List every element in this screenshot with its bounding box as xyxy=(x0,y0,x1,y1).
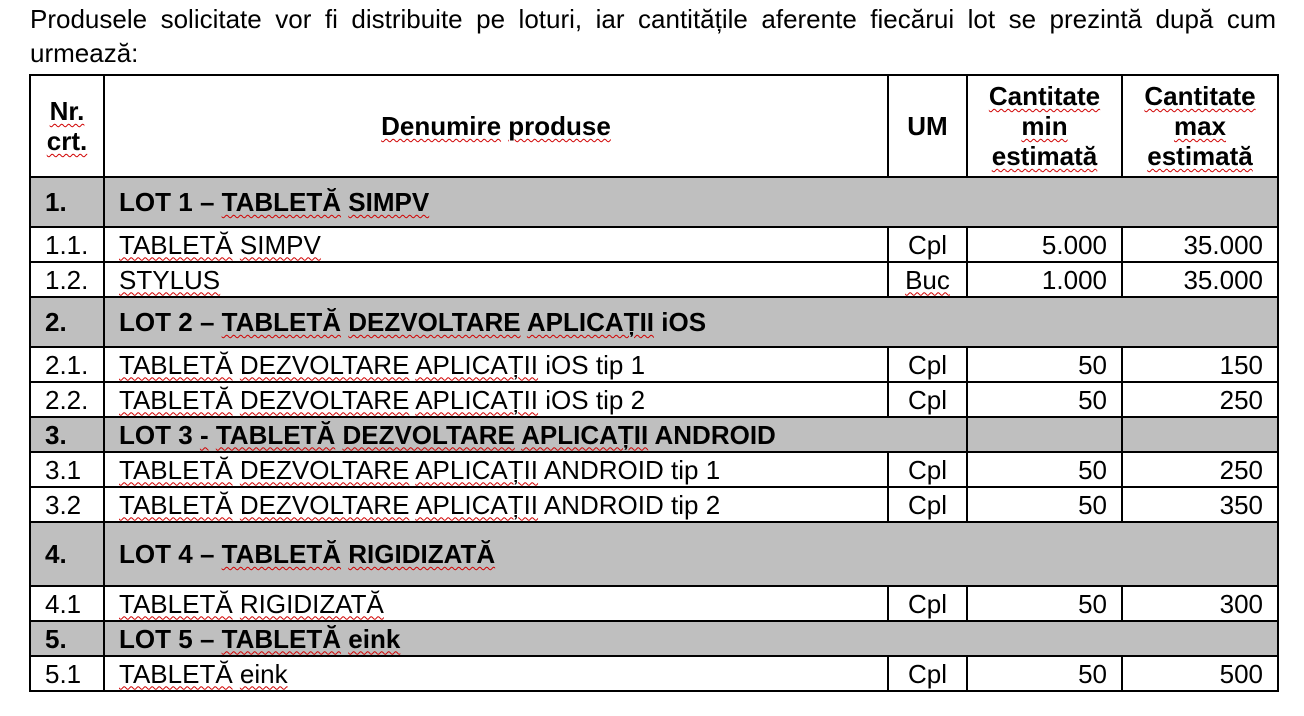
spellcheck-word: APLICAȚII xyxy=(415,489,539,520)
product-name: TABLETĂ DEZVOLTARE APLICAȚII iOS tip 1 xyxy=(104,347,888,382)
max-qty-cell: 35.000 xyxy=(1122,227,1278,262)
product-name xyxy=(104,262,888,297)
spellcheck-word: Cantitate xyxy=(988,81,1101,111)
lot-name: LOT 1 – TABLETĂ SIMPV xyxy=(104,177,1278,227)
spellcheck-word: APLICAȚII xyxy=(415,349,539,380)
unit-cell: Cpl xyxy=(888,227,967,262)
spellcheck-word: TABLETĂ xyxy=(221,307,342,337)
spellcheck-word: APLICAȚII xyxy=(521,419,649,450)
header-denumire xyxy=(104,75,888,177)
row-nr: 3.1 xyxy=(30,452,104,487)
spellcheck-word: STYLUS xyxy=(119,264,221,295)
table-body xyxy=(30,177,1278,691)
lot-name: LOT 4 – TABLETĂ RIGIDIZATĂ xyxy=(104,522,1278,586)
spellcheck-word: TABLETĂ xyxy=(119,454,233,485)
spellcheck-word: APLICAȚII xyxy=(526,307,655,337)
header-um: UM xyxy=(888,75,967,177)
lot-empty-cell xyxy=(1122,417,1278,452)
unit-cell: Cpl xyxy=(888,382,967,417)
min-qty-cell: 5.000 xyxy=(967,227,1122,262)
spellcheck-word: TABLETĂ xyxy=(119,229,233,260)
lot-name: LOT 3 - TABLETĂ DEZVOLTARE APLICAȚII ANDROID xyxy=(104,417,967,452)
spellcheck-word: TABLETĂ xyxy=(215,419,336,450)
product-name: TABLETĂ DEZVOLTARE APLICAȚII iOS tip 2 xyxy=(104,382,888,417)
spellcheck-word: APLICAȚII xyxy=(415,384,539,415)
table-row xyxy=(30,586,1278,621)
lot-row xyxy=(30,522,1278,586)
spellcheck-word: TABLETĂ xyxy=(221,623,342,654)
spellcheck-word: estimată xyxy=(991,141,1098,171)
spellcheck-word: TABLETĂ xyxy=(119,349,233,380)
table-row xyxy=(30,227,1278,262)
lot-row xyxy=(30,621,1278,656)
max-qty-cell: 250 xyxy=(1122,452,1278,487)
spellcheck-word: TABLETĂ xyxy=(221,187,342,217)
max-qty-cell: 35.000 xyxy=(1122,262,1278,297)
header-min xyxy=(967,75,1122,177)
row-nr: 2.1. xyxy=(30,347,104,382)
spellcheck-word: TABLETĂ xyxy=(119,489,233,520)
row-nr: 1.1. xyxy=(30,227,104,262)
header-max xyxy=(1122,75,1278,177)
header-row xyxy=(30,75,1278,177)
intro-paragraph: Produsele solicitate vor fi distribuite pe loturi, iar cantitățile aferente fiecărui lot se prezintă după cum urmează: xyxy=(30,4,1276,68)
table-row xyxy=(30,656,1278,691)
spellcheck-word: eink xyxy=(239,658,288,689)
spellcheck-word: min xyxy=(1021,111,1068,141)
unit-cell: Cpl xyxy=(888,586,967,621)
row-nr: 4. xyxy=(30,522,104,586)
unit-cell: Cpl xyxy=(888,347,967,382)
product-name: TABLETĂ DEZVOLTARE APLICAȚII ANDROID tip 1 xyxy=(104,452,888,487)
lot-row xyxy=(30,177,1278,227)
max-qty-cell: 300 xyxy=(1122,586,1278,621)
spellcheck-word: - xyxy=(199,419,209,450)
row-nr: 2. xyxy=(30,297,104,347)
spellcheck-word: Denumire xyxy=(381,111,502,141)
min-qty-cell: 50 xyxy=(967,347,1122,382)
product-name xyxy=(104,586,888,621)
min-qty-cell: 50 xyxy=(967,656,1122,691)
lot-empty-cell xyxy=(967,417,1122,452)
spellcheck-word: max xyxy=(1173,111,1227,141)
min-qty-cell: 50 xyxy=(967,382,1122,417)
product-name: TABLETĂ DEZVOLTARE APLICAȚII ANDROID tip 2 xyxy=(104,487,888,522)
table-row xyxy=(30,382,1278,417)
max-qty-cell: 350 xyxy=(1122,487,1278,522)
row-nr: 1.2. xyxy=(30,262,104,297)
spellcheck-word: crt. xyxy=(46,126,88,156)
row-nr: 4.1 xyxy=(30,586,104,621)
products-table xyxy=(29,74,1279,692)
table-row xyxy=(30,347,1278,382)
spellcheck-word: TABLETĂ xyxy=(119,384,233,415)
spellcheck-word: DEZVOLTARE xyxy=(239,349,410,380)
row-nr: 3.2 xyxy=(30,487,104,522)
row-nr: 1. xyxy=(30,177,104,227)
lot-row xyxy=(30,297,1278,347)
spellcheck-word: APLICAȚII xyxy=(415,454,539,485)
min-qty-cell: 50 xyxy=(967,586,1122,621)
min-qty-cell: 1.000 xyxy=(967,262,1122,297)
max-qty-cell: 500 xyxy=(1122,656,1278,691)
spellcheck-word: DEZVOLTARE xyxy=(348,307,521,337)
min-qty-cell: 50 xyxy=(967,452,1122,487)
lot-name: LOT 5 – TABLETĂ eink xyxy=(104,621,1278,656)
spellcheck-word: SIMPV xyxy=(239,229,321,260)
unit-cell: Cpl xyxy=(888,487,967,522)
spellcheck-word: TABLETĂ xyxy=(119,588,233,619)
spellcheck-word: produse xyxy=(508,111,611,141)
spellcheck-word: Buc xyxy=(905,264,950,295)
product-name xyxy=(104,656,888,691)
min-qty-cell: 50 xyxy=(967,487,1122,522)
header-nr xyxy=(30,75,104,177)
spellcheck-word: eink xyxy=(348,623,401,654)
lot-row xyxy=(30,417,1278,452)
spellcheck-word: RIGIDIZATĂ xyxy=(239,588,384,619)
spellcheck-word: TABLETĂ xyxy=(119,658,233,689)
row-nr: 2.2. xyxy=(30,382,104,417)
spellcheck-word: TABLETĂ xyxy=(221,539,342,569)
unit-cell xyxy=(888,262,967,297)
max-qty-cell: 150 xyxy=(1122,347,1278,382)
unit-cell: Cpl xyxy=(888,452,967,487)
spellcheck-word: Cantitate xyxy=(1144,81,1256,111)
table-row xyxy=(30,262,1278,297)
spellcheck-word: RIGIDIZATĂ xyxy=(348,539,496,569)
product-name xyxy=(104,227,888,262)
spellcheck-word: SIMPV xyxy=(348,187,430,217)
unit-cell: Cpl xyxy=(888,656,967,691)
lot-name: LOT 2 – TABLETĂ DEZVOLTARE APLICAȚII iOS xyxy=(104,297,1278,347)
spellcheck-word: DEZVOLTARE xyxy=(342,419,515,450)
max-qty-cell: 250 xyxy=(1122,382,1278,417)
table-row xyxy=(30,487,1278,522)
spellcheck-word: Nr. xyxy=(49,96,85,126)
spellcheck-word: DEZVOLTARE xyxy=(239,454,410,485)
table-row xyxy=(30,452,1278,487)
spellcheck-word: DEZVOLTARE xyxy=(239,489,410,520)
row-nr: 5.1 xyxy=(30,656,104,691)
spellcheck-word: DEZVOLTARE xyxy=(239,384,410,415)
spellcheck-word: estimată xyxy=(1147,141,1253,171)
row-nr: 3. xyxy=(30,417,104,452)
row-nr: 5. xyxy=(30,621,104,656)
